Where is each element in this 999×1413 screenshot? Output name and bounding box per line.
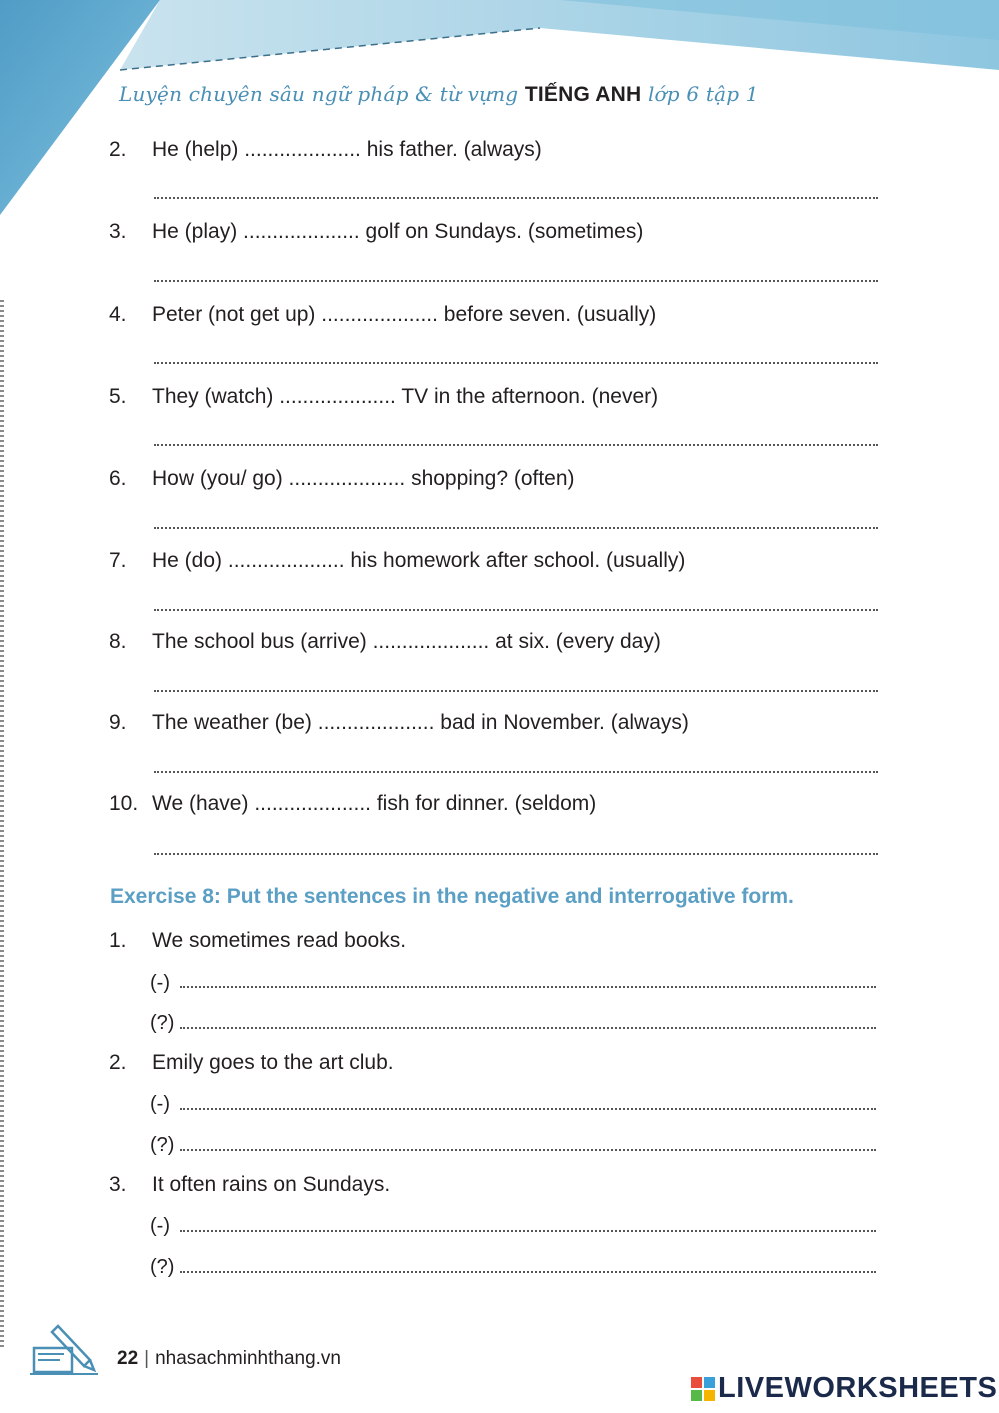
item-number: 3. (109, 1173, 127, 1196)
item-number: 7. (109, 549, 127, 572)
liveworksheets-icon (690, 1376, 716, 1402)
negative-answer-line[interactable] (180, 986, 876, 988)
item-text: It often rains on Sundays. (152, 1173, 391, 1196)
question-answer-line[interactable] (180, 1271, 876, 1273)
question-answer-line[interactable] (180, 1149, 876, 1151)
item-text: We (have) .................... fish for dinner. (seldom) (152, 792, 597, 815)
item-text: He (help) .................... his father. (always) (152, 138, 542, 161)
exercise-8-title: Exercise 8: Put the sentences in the negative and interrogative form. (110, 885, 794, 908)
answer-line[interactable] (154, 609, 878, 611)
header-prefix: Luyện chuyên sâu ngữ pháp & từ vựng (119, 82, 519, 106)
item-text: The school bus (arrive) .................... at six. (every day) (152, 630, 661, 653)
item-number: 3. (109, 220, 127, 243)
question-label: (?) (150, 1134, 175, 1156)
item-text: Peter (not get up) .................... before seven. (usually) (152, 303, 657, 326)
question-label: (?) (150, 1012, 175, 1034)
negative-answer-line[interactable] (180, 1230, 876, 1232)
item-text: He (play) .................... golf on Sundays. (sometimes) (152, 220, 644, 243)
answer-line[interactable] (154, 197, 878, 199)
question-label: (?) (150, 1256, 175, 1278)
answer-line[interactable] (154, 690, 878, 692)
page-header (119, 82, 759, 107)
negative-label: (-) (150, 1093, 170, 1115)
answer-line[interactable] (154, 771, 878, 773)
item-text: We sometimes read books. (152, 929, 407, 952)
item-text: How (you/ go) .................... shopping? (often) (152, 467, 575, 490)
item-number: 8. (109, 630, 127, 653)
footer-website[interactable]: nhasachminhthang.vn (155, 1348, 341, 1369)
answer-line[interactable] (154, 280, 878, 282)
header-suffix: lớp 6 tập 1 (647, 82, 759, 106)
answer-line[interactable] (154, 853, 878, 855)
item-text: He (do) .................... his homework after school. (usually) (152, 549, 686, 572)
item-text: They (watch) .................... TV in the afternoon. (never) (152, 385, 659, 408)
negative-answer-line[interactable] (180, 1108, 876, 1110)
negative-label: (-) (150, 1215, 170, 1237)
question-answer-line[interactable] (180, 1027, 876, 1029)
item-number: 4. (109, 303, 127, 326)
page-footer (117, 1348, 341, 1370)
corner-decoration (0, 0, 999, 230)
item-number: 5. (109, 385, 127, 408)
answer-line[interactable] (154, 362, 878, 364)
answer-line[interactable] (154, 444, 878, 446)
header-brand: TIẾNG ANH (524, 83, 642, 106)
liveworksheets-text: LIVEWORKSHEETS (718, 1372, 998, 1404)
item-number: 2. (109, 138, 127, 161)
page-number: 22 (117, 1348, 139, 1369)
footer-separator: | (144, 1348, 150, 1369)
item-number: 1. (109, 929, 127, 952)
left-edge-decoration (0, 300, 4, 1350)
item-number: 6. (109, 467, 127, 490)
item-text: Emily goes to the art club. (152, 1051, 394, 1074)
negative-label: (-) (150, 972, 170, 994)
item-number: 10. (109, 792, 139, 815)
item-text: The weather (be) .................... bad in November. (always) (152, 711, 689, 734)
item-number: 2. (109, 1051, 127, 1074)
item-number: 9. (109, 711, 127, 734)
answer-line[interactable] (154, 527, 878, 529)
writing-hand-icon (28, 1320, 102, 1378)
liveworksheets-logo (690, 1372, 997, 1405)
